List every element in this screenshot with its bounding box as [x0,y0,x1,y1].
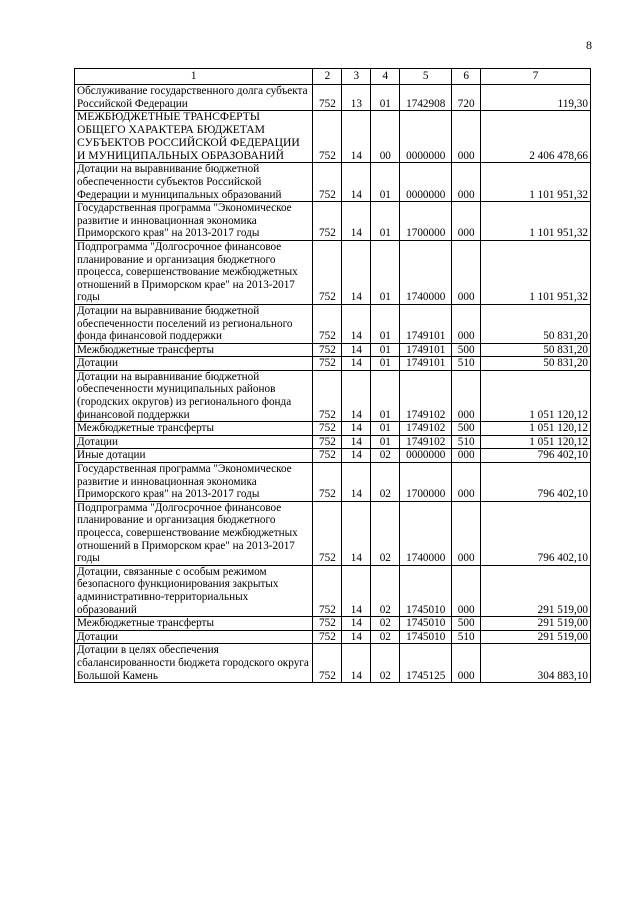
code-cell: 752 [313,85,342,111]
code-cell: 752 [313,202,342,241]
row-name-cell: Дотации [75,435,313,449]
table-row [75,85,591,111]
table-header-row [75,69,591,85]
row-name-cell: Межбюджетные трансферты [75,422,313,436]
subsection-cell: 02 [371,501,400,565]
section-cell: 14 [342,202,371,241]
column-header: 5 [400,69,452,85]
target-article-cell: 1749101 [400,304,452,343]
subsection-cell: 01 [371,240,400,304]
amount-cell: 1 051 120,12 [481,422,591,436]
section-cell: 14 [342,357,371,371]
expense-type-cell: 000 [452,163,481,202]
expense-type-cell: 000 [452,370,481,421]
table-row [75,240,591,304]
subsection-cell: 01 [371,343,400,357]
target-article-cell: 1700000 [400,202,452,241]
target-article-cell: 1740000 [400,501,452,565]
expense-type-cell: 000 [452,304,481,343]
expense-type-cell: 500 [452,422,481,436]
subsection-cell: 01 [371,85,400,111]
code-cell: 752 [313,370,342,421]
expense-type-cell: 000 [452,202,481,241]
amount-cell: 291 519,00 [481,617,591,631]
subsection-cell: 02 [371,463,400,502]
column-header: 1 [75,69,313,85]
row-name-cell: Дотации, связанные с особым режимом безопасного функционирования закрытых административно-территориальных образований [75,565,313,616]
code-cell: 752 [313,111,342,163]
table-row [75,435,591,449]
amount-cell: 2 406 478,66 [481,111,591,163]
target-article-cell: 1749101 [400,357,452,371]
code-cell: 752 [313,617,342,631]
section-cell: 14 [342,630,371,644]
row-name-cell: Дотации на выравнивание бюджетной обеспеченности субъектов Российской Федерации и муниципальных образований [75,163,313,202]
target-article-cell: 0000000 [400,449,452,463]
subsection-cell: 01 [371,422,400,436]
code-cell: 752 [313,435,342,449]
table-row [75,463,591,502]
subsection-cell: 02 [371,644,400,683]
row-name-cell: Обслуживание государственного долга субъекта Российской Федерации [75,85,313,111]
target-article-cell: 1745010 [400,565,452,616]
subsection-cell: 02 [371,617,400,631]
column-header: 2 [313,69,342,85]
section-cell: 14 [342,240,371,304]
expense-type-cell: 510 [452,435,481,449]
subsection-cell: 00 [371,111,400,163]
expense-type-cell: 000 [452,644,481,683]
expense-type-cell: 510 [452,357,481,371]
amount-cell: 1 101 951,32 [481,163,591,202]
row-name-cell: Дотации на выравнивание бюджетной обеспеченности поселений из регионального фонда финансовой поддержки [75,304,313,343]
target-article-cell: 1742908 [400,85,452,111]
table-row [75,163,591,202]
expense-type-cell: 000 [452,111,481,163]
row-name-cell: МЕЖБЮДЖЕТНЫЕ ТРАНСФЕРТЫ ОБЩЕГО ХАРАКТЕРА БЮДЖЕТАМ СУБЪЕКТОВ РОССИЙСКОЙ ФЕДЕРАЦИИ И МУНИЦИПАЛЬНЫХ ОБРАЗОВАНИЙ [75,111,313,163]
row-name-cell: Государственная программа "Экономическое развитие и инновационная экономика Приморского края" на 2013-2017 годы [75,202,313,241]
column-header: 6 [452,69,481,85]
section-cell: 13 [342,85,371,111]
amount-cell: 50 831,20 [481,357,591,371]
amount-cell: 796 402,10 [481,449,591,463]
amount-cell: 291 519,00 [481,630,591,644]
subsection-cell: 02 [371,630,400,644]
subsection-cell: 01 [371,163,400,202]
row-name-cell: Государственная программа "Экономическое развитие и инновационная экономика Приморского края" на 2013-2017 годы [75,463,313,502]
expense-type-cell: 000 [452,463,481,502]
amount-cell: 796 402,10 [481,501,591,565]
section-cell: 14 [342,617,371,631]
amount-cell: 1 101 951,32 [481,240,591,304]
code-cell: 752 [313,304,342,343]
table-row [75,644,591,683]
expense-type-cell: 500 [452,617,481,631]
target-article-cell: 1700000 [400,463,452,502]
target-article-cell: 1749102 [400,435,452,449]
table-row [75,449,591,463]
target-article-cell: 1745125 [400,644,452,683]
amount-cell: 50 831,20 [481,304,591,343]
expense-type-cell: 000 [452,565,481,616]
amount-cell: 796 402,10 [481,463,591,502]
code-cell: 752 [313,630,342,644]
section-cell: 14 [342,163,371,202]
amount-cell: 119,30 [481,85,591,111]
section-cell: 14 [342,422,371,436]
expense-type-cell: 000 [452,501,481,565]
section-cell: 14 [342,644,371,683]
target-article-cell: 1749101 [400,343,452,357]
code-cell: 752 [313,449,342,463]
target-article-cell: 0000000 [400,163,452,202]
target-article-cell: 1745010 [400,617,452,631]
section-cell: 14 [342,565,371,616]
table-row [75,304,591,343]
subsection-cell: 01 [371,370,400,421]
row-name-cell: Дотации [75,357,313,371]
subsection-cell: 02 [371,565,400,616]
row-name-cell: Межбюджетные трансферты [75,343,313,357]
subsection-cell: 02 [371,449,400,463]
target-article-cell: 1749102 [400,422,452,436]
column-header: 3 [342,69,371,85]
code-cell: 752 [313,422,342,436]
code-cell: 752 [313,357,342,371]
code-cell: 752 [313,644,342,683]
amount-cell: 50 831,20 [481,343,591,357]
expense-type-cell: 720 [452,85,481,111]
row-name-cell: Подпрограмма "Долгосрочное финансовое планирование и организация бюджетного процесса, совершенствование межбюджетных отношений в Приморском крае" на 2013-2017 годы [75,501,313,565]
table-row [75,565,591,616]
expense-type-cell: 510 [452,630,481,644]
subsection-cell: 01 [371,304,400,343]
code-cell: 752 [313,343,342,357]
section-cell: 14 [342,435,371,449]
row-name-cell: Дотации [75,630,313,644]
table-row [75,617,591,631]
row-name-cell: Иные дотации [75,449,313,463]
amount-cell: 1 101 951,32 [481,202,591,241]
section-cell: 14 [342,111,371,163]
subsection-cell: 01 [371,357,400,371]
table-row [75,202,591,241]
section-cell: 14 [342,449,371,463]
table-row [75,343,591,357]
code-cell: 752 [313,163,342,202]
page-number: 8 [586,38,592,52]
section-cell: 14 [342,501,371,565]
table-row [75,357,591,371]
row-name-cell: Подпрограмма "Долгосрочное финансовое планирование и организация бюджетного процесса, совершенствование межбюджетных отношений в Приморском крае" на 2013-2017 годы [75,240,313,304]
subsection-cell: 01 [371,202,400,241]
target-article-cell: 1745010 [400,630,452,644]
row-name-cell: Межбюджетные трансферты [75,617,313,631]
amount-cell: 1 051 120,12 [481,370,591,421]
code-cell: 752 [313,463,342,502]
section-cell: 14 [342,370,371,421]
expense-type-cell: 500 [452,343,481,357]
budget-table [74,68,591,683]
section-cell: 14 [342,304,371,343]
table-row [75,422,591,436]
subsection-cell: 01 [371,435,400,449]
amount-cell: 291 519,00 [481,565,591,616]
section-cell: 14 [342,343,371,357]
amount-cell: 1 051 120,12 [481,435,591,449]
table-row [75,630,591,644]
code-cell: 752 [313,501,342,565]
code-cell: 752 [313,240,342,304]
table-row [75,111,591,163]
target-article-cell: 0000000 [400,111,452,163]
column-header: 4 [371,69,400,85]
row-name-cell: Дотации в целях обеспечения сбалансированности бюджета городского округа Большой Камень [75,644,313,683]
table-row [75,501,591,565]
table-body [75,85,591,683]
expense-type-cell: 000 [452,449,481,463]
code-cell: 752 [313,565,342,616]
table-row [75,370,591,421]
expense-type-cell: 000 [452,240,481,304]
section-cell: 14 [342,463,371,502]
amount-cell: 304 883,10 [481,644,591,683]
target-article-cell: 1740000 [400,240,452,304]
column-header: 7 [481,69,591,85]
row-name-cell: Дотации на выравнивание бюджетной обеспеченности муниципальных районов (городских округов) из регионального фонда финансовой поддержки [75,370,313,421]
target-article-cell: 1749102 [400,370,452,421]
